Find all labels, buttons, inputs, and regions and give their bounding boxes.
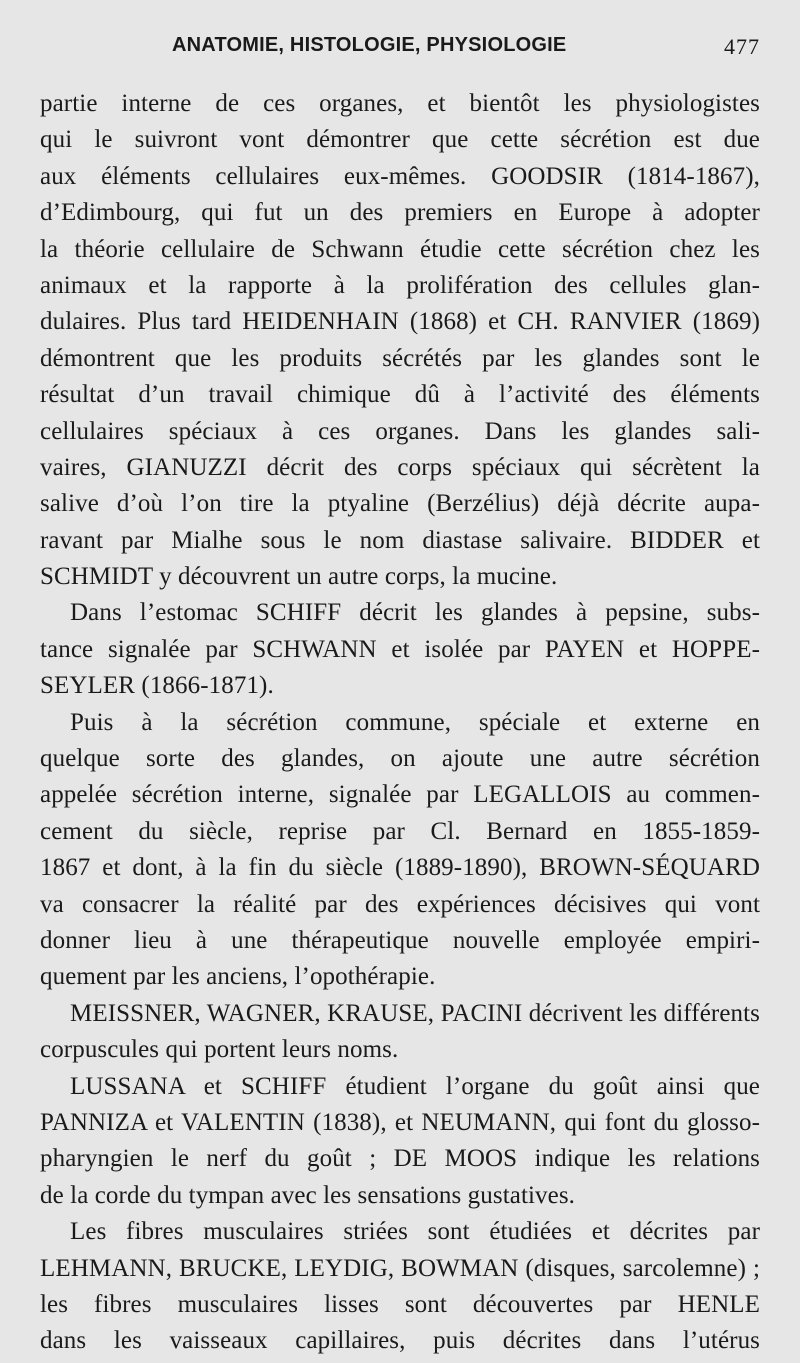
text-line: aux éléments cellulaires eux-mêmes. GOODSIR (1814-1867), — [40, 162, 760, 190]
text-line: dans les vaisseaux capillaires, puis décrites dans l’utérus — [40, 1327, 760, 1355]
text-line: qui le suivront vont démontrer que cette sécrétion est due — [40, 126, 760, 154]
text-line: PANNIZA et VALENTIN (1838), et NEUMANN, qui font du glosso- — [40, 1108, 760, 1136]
text-line: vaires, GIANUZZI décrit des corps spéciaux qui sécrètent la — [40, 453, 760, 481]
text-line: d’Edimbourg, qui fut un des premiers en Europe à adopter — [40, 199, 760, 227]
text-line: corpuscules qui portent leurs noms. — [40, 1036, 399, 1064]
page-number: 477 — [724, 34, 760, 59]
text-line: ravant par Mialhe sous le nom diastase salivaire. BIDDER et — [40, 526, 760, 554]
text-line: cement du siècle, reprise par Cl. Bernard en 1855-1859- — [40, 817, 760, 845]
text-line: les fibres musculaires lisses sont découvertes par HENLE — [40, 1290, 760, 1318]
text-line: LUSSANA et SCHIFF étudient l’organe du goût ainsi que — [70, 1072, 760, 1100]
text-line: salive d’où l’on tire la ptyaline (Berzélius) déjà décrite aupa- — [40, 490, 760, 518]
text-line: appelée sécrétion interne, signalée par LEGALLOIS au commen- — [40, 781, 760, 809]
text-line: Puis à la sécrétion commune, spéciale et externe en — [70, 708, 760, 736]
text-line: résultat d’un travail chimique dû à l’activité des éléments — [40, 381, 760, 409]
text-line: quelque sorte des glandes, on ajoute une autre sécrétion — [40, 745, 760, 773]
text-line: démontrent que les produits sécrétés par les glandes sont le — [40, 344, 760, 372]
text-line: MEISSNER, WAGNER, KRAUSE, PACINI décrivent les différents — [70, 999, 760, 1027]
text-line: SCHMIDT y découvrent un autre corps, la mucine. — [40, 563, 558, 591]
running-title: ANATOMIE, HISTOLOGIE, PHYSIOLOGIE — [172, 34, 567, 56]
text-line: Les fibres musculaires striées sont étudiées et décrites par — [70, 1218, 760, 1246]
running-header — [0, 34, 800, 62]
text-line: quement par les anciens, l’opothérapie. — [40, 963, 436, 991]
text-line: cellulaires spéciaux à ces organes. Dans les glandes sali- — [40, 417, 760, 445]
text-line: SEYLER (1866-1871). — [40, 672, 274, 700]
text-line: pharyngien le nerf du goût ; DE MOOS indique les relations — [40, 1145, 760, 1173]
text-line: la théorie cellulaire de Schwann étudie cette sécrétion chez les — [40, 235, 760, 263]
text-line: de la corde du tympan avec les sensations gustatives. — [40, 1181, 576, 1209]
text-line: dulaires. Plus tard HEIDENHAIN (1868) et CH. RANVIER (1869) — [40, 308, 760, 336]
text-line: 1867 et dont, à la fin du siècle (1889-1890), BROWN-SÉQUARD — [40, 854, 760, 882]
text-line: LEHMANN, BRUCKE, LEYDIG, BOWMAN (disques, sarcolemne) ; — [40, 1254, 760, 1282]
body-text — [40, 86, 760, 1360]
text-line: donner lieu à une thérapeutique nouvelle employée empiri- — [40, 926, 760, 954]
text-line: va consacrer la réalité par des expériences décisives qui vont — [40, 890, 760, 918]
text-line: partie interne de ces organes, et bientôt les physiologistes — [40, 90, 760, 117]
text-line: Dans l’estomac SCHIFF décrit les glandes à pepsine, subs- — [70, 599, 760, 627]
text-line: tance signalée par SCHWANN et isolée par PAYEN et HOPPE- — [40, 635, 760, 663]
text-line: animaux et la rapporte à la prolifération des cellules glan- — [40, 271, 760, 299]
